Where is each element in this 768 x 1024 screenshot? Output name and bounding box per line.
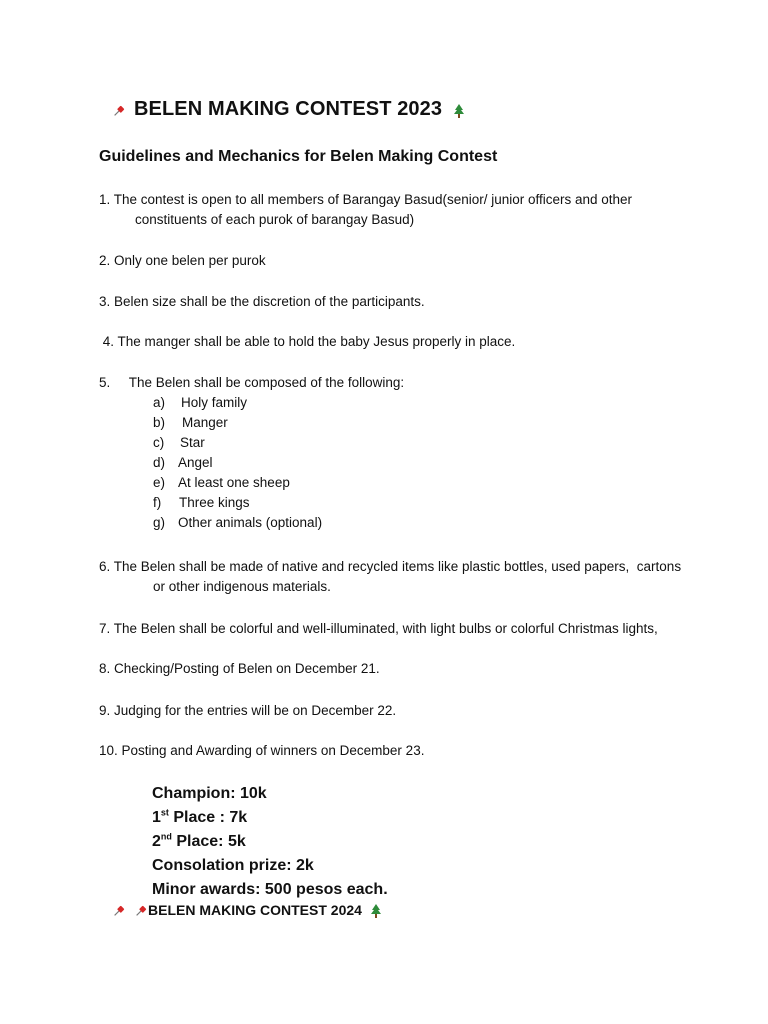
title-row xyxy=(112,98,465,121)
rule-6 xyxy=(99,557,681,597)
rule-1 xyxy=(99,190,632,230)
rule-2: 2. Only one belen per purok xyxy=(99,253,266,268)
list-item: c) Star xyxy=(153,435,205,450)
prize-first: 1st Place : 7k xyxy=(152,807,248,826)
rule-9: 9. Judging for the entries will be on December 22. xyxy=(99,703,397,718)
rule-3: 3. Belen size shall be the discretion of the participants. xyxy=(99,294,425,309)
footer-row xyxy=(112,902,382,919)
pushpin-icon xyxy=(112,904,126,918)
list-item: e) At least one sheep xyxy=(153,475,290,490)
rule-line-continued: or other indigenous materials. xyxy=(153,579,331,594)
list-item: d) Angel xyxy=(153,455,213,470)
christmas-tree-icon xyxy=(453,103,465,119)
rule-10: 10. Posting and Awarding of winners on December 23. xyxy=(99,743,425,758)
pushpin-icon xyxy=(112,104,126,118)
subtitle: Guidelines and Mechanics for Belen Making Contest xyxy=(99,148,498,165)
list-item: a) Holy family xyxy=(153,395,248,410)
prize-champion: Champion: 10k xyxy=(152,785,267,802)
list-item: f) Three kings xyxy=(153,495,250,510)
rule-line: 1. The contest is open to all members of Barangay Basud(senior/ junior officers and other xyxy=(99,192,633,207)
rule-8: 8. Checking/Posting of Belen on December 21. xyxy=(99,661,380,676)
rule-line-continued: constituents of each purok of barangay Basud) xyxy=(135,212,415,227)
rule-7: 7. The Belen shall be colorful and well-illuminated, with light bulbs or colorful Christmas lights, xyxy=(99,621,658,636)
footer-title: BELEN MAKING CONTEST 2024 xyxy=(148,902,362,918)
list-item: g) Other animals (optional) xyxy=(153,515,323,530)
prizes-list xyxy=(152,782,388,902)
prize-minor: Minor awards: 500 pesos each. xyxy=(152,881,388,898)
rule-4: 4. The manger shall be able to hold the baby Jesus properly in place. xyxy=(99,334,516,349)
components-list xyxy=(153,393,322,533)
rule-line: 6. The Belen shall be made of native and recycled items like plastic bottles, used papers, cartons xyxy=(99,559,682,574)
prize-second: 2nd Place: 5k xyxy=(152,831,246,850)
prize-consolation: Consolation prize: 2k xyxy=(152,857,314,874)
list-item: b) Manger xyxy=(153,415,228,430)
page-title: BELEN MAKING CONTEST 2023 xyxy=(134,98,443,120)
christmas-tree-icon xyxy=(370,903,382,919)
rule-5: 5. The Belen shall be composed of the following: xyxy=(99,375,405,390)
pushpin-icon xyxy=(134,904,148,918)
